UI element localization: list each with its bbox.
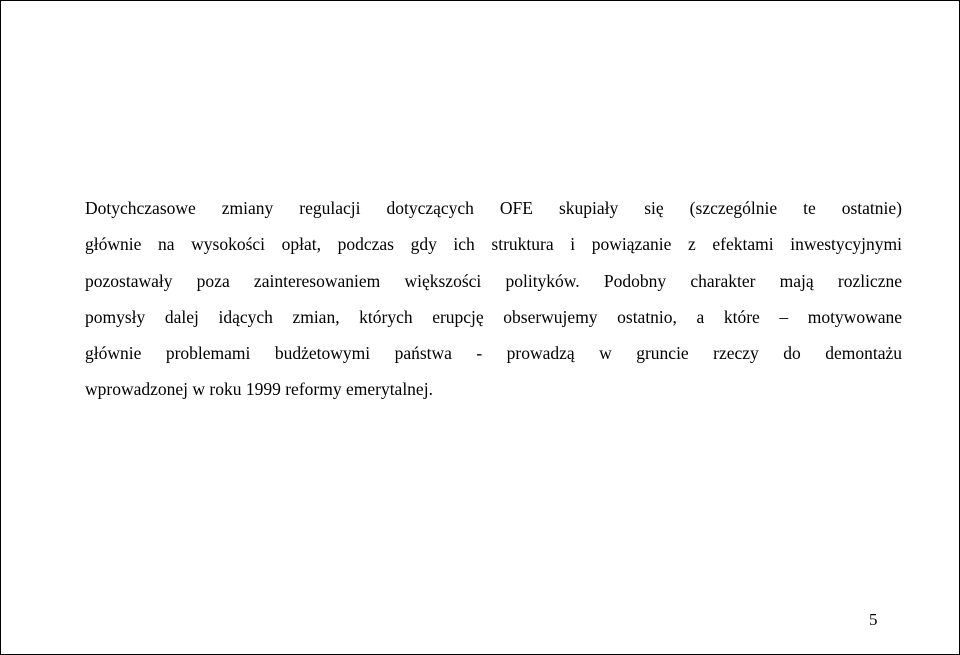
paragraph-line: głównie problemami budżetowymi państwa - prowadzą w gruncie rzeczy do demontażu [85,343,902,364]
paragraph-line: Dotychczasowe zmiany regulacji dotyczących OFE skupiały się (szczególnie te ostatnie) [85,198,902,218]
paragraph-line: pozostawały poza zainteresowaniem większości polityków. Podobny charakter mają rozliczne [85,270,902,291]
paragraph-line: wprowadzonej w roku 1999 reformy emerytalnej. [85,379,433,400]
paragraph-line: głównie na wysokości opłat, podczas gdy ich struktura i powiązanie z efektami inwestycyjnymi [85,234,902,255]
paragraph-line: pomysły dalej idących zmian, których erupcję obserwujemy ostatnio, a które – motywowane [85,306,902,327]
page-number: 5 [869,610,878,629]
body-paragraph [85,190,902,408]
